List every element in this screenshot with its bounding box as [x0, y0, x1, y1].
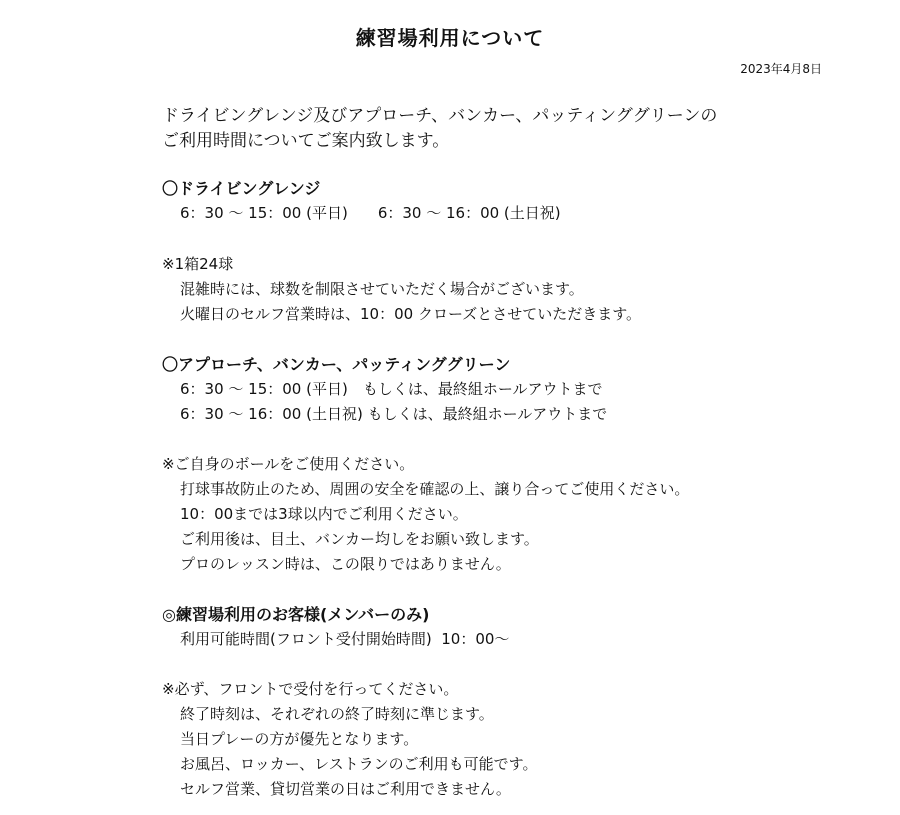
range-note-section: [162, 252, 641, 327]
intro-line: ご利用時間についてご案内致します。: [162, 131, 450, 151]
driving-range-section: [162, 176, 561, 226]
short-game-section: [162, 352, 607, 427]
range-note-line: 混雑時には、球数を制限させていただく場合がございます。: [180, 280, 584, 298]
page-title: 練習場利用について: [355, 26, 545, 50]
driving-range-hours: 6：30 ～ 15：00 (平日) 6：30 ～ 16：00 (土日祝): [180, 204, 561, 222]
members-hours: 利用可能時間(フロント受付開始時間) 10：00～: [180, 630, 510, 648]
ball-note-head: ※ご自身のボールをご使用ください。: [162, 455, 415, 473]
members-note-head: ※必ず、フロントで受付を行ってください。: [162, 680, 459, 698]
date: 2023年4月8日: [740, 62, 822, 76]
members-note-line: お風呂、ロッカー、レストランのご利用も可能です。: [180, 755, 538, 773]
driving-range-heading: 〇ドライビングレンジ: [162, 179, 321, 198]
short-game-hours: 6：30 ～ 16：00 (土日祝) もしくは、最終組ホールアウトまで: [180, 405, 608, 423]
members-section: [162, 602, 509, 652]
ball-note-line: 10：00までは3球以内でご利用ください。: [180, 505, 468, 523]
ball-note-line: 打球事故防止のため、周囲の安全を確認の上、譲り合ってご使用ください。: [180, 480, 690, 498]
intro: [162, 104, 717, 154]
members-note-line: 当日プレーの方が優先となります。: [180, 730, 419, 748]
range-note-line: 火曜日のセルフ営業時は、10：00 クローズとさせていただきます。: [180, 305, 641, 323]
members-heading: ◎練習場利用のお客様(メンバーのみ): [162, 605, 430, 624]
range-note-head: ※1箱24球: [162, 255, 234, 273]
members-note-section: [162, 677, 537, 802]
members-note-line: セルフ営業、貸切営業の日はご利用できません。: [180, 780, 511, 798]
intro-line: ドライビングレンジ及びアプローチ、バンカー、パッティンググリーンの: [162, 106, 718, 126]
short-game-hours: 6：30 ～ 15：00 (平日) もしくは、最終組ホールアウトまで: [180, 380, 603, 398]
ball-note-line: プロのレッスン時は、この限りではありません。: [180, 555, 511, 573]
ball-note-line: ご利用後は、目土、バンカー均しをお願い致します。: [180, 530, 539, 548]
members-note-line: 終了時刻は、それぞれの終了時刻に準じます。: [180, 705, 494, 723]
ball-note-section: [162, 452, 689, 577]
short-game-heading: 〇アプローチ、バンカー、パッティンググリーン: [162, 355, 511, 374]
